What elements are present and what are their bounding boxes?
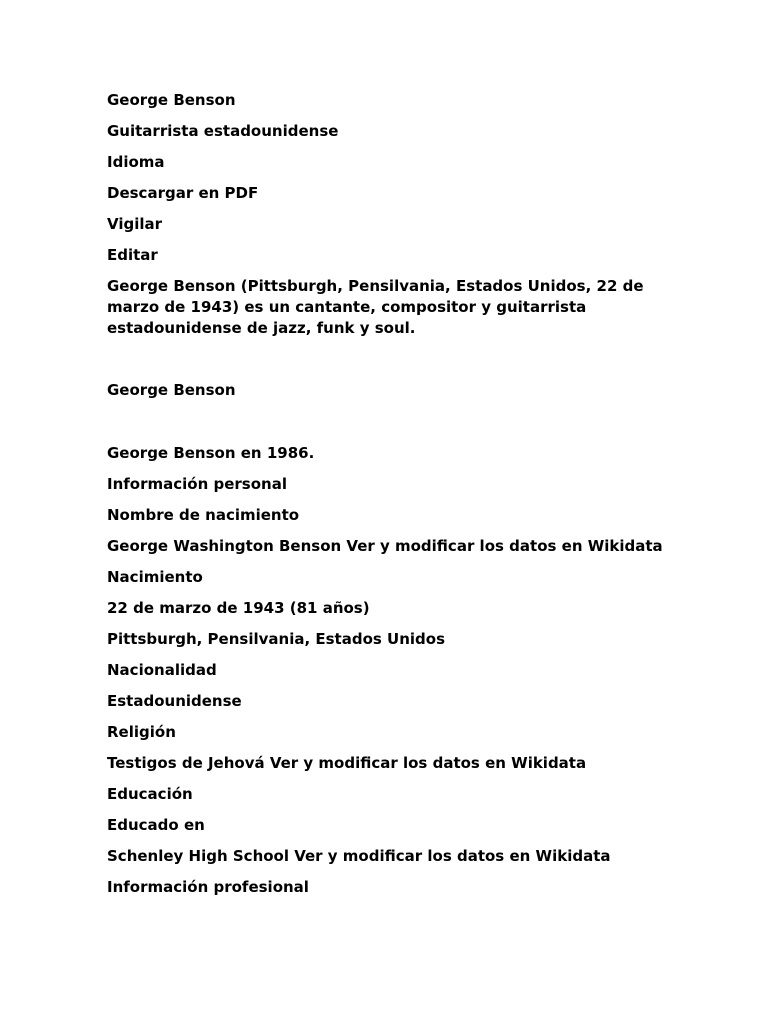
edit-link[interactable]: Editar (107, 246, 158, 264)
intro-paragraph: George Benson (Pittsburgh, Pensilvania, Estados Unidos, 22 de marzo de 1943) es un cantante, compositor y guitarrista estadounidense de jazz, funk y soul. (107, 277, 644, 337)
birth-name-label: Nombre de nacimiento (107, 506, 300, 524)
article-page (107, 90, 667, 908)
education-section: Educación (107, 785, 193, 803)
section-professional-info: Información profesional (107, 878, 309, 896)
image-caption: George Benson en 1986. (107, 444, 315, 462)
birth-name-value: George Washington Benson Ver y modificar los datos en Wikidata (107, 537, 663, 555)
religion-value: Testigos de Jehová Ver y modificar los datos en Wikidata (107, 754, 587, 772)
birth-date: 22 de marzo de 1943 (81 años) (107, 599, 370, 617)
page-title: George Benson (107, 91, 236, 109)
download-pdf-link[interactable]: Descargar en PDF (107, 184, 259, 202)
religion-label: Religión (107, 723, 176, 741)
language-link[interactable]: Idioma (107, 153, 165, 171)
birth-place: Pittsburgh, Pensilvania, Estados Unidos (107, 630, 446, 648)
birth-label: Nacimiento (107, 568, 203, 586)
watch-link[interactable]: Vigilar (107, 215, 163, 233)
educated-in-value: Schenley High School Ver y modificar los datos en Wikidata (107, 847, 611, 865)
page-subtitle: Guitarrista estadounidense (107, 122, 339, 140)
nationality-value: Estadounidense (107, 692, 242, 710)
nationality-label: Nacionalidad (107, 661, 217, 679)
educated-in-label: Educado en (107, 816, 205, 834)
infobox-title: George Benson (107, 381, 236, 399)
section-personal-info: Información personal (107, 475, 287, 493)
